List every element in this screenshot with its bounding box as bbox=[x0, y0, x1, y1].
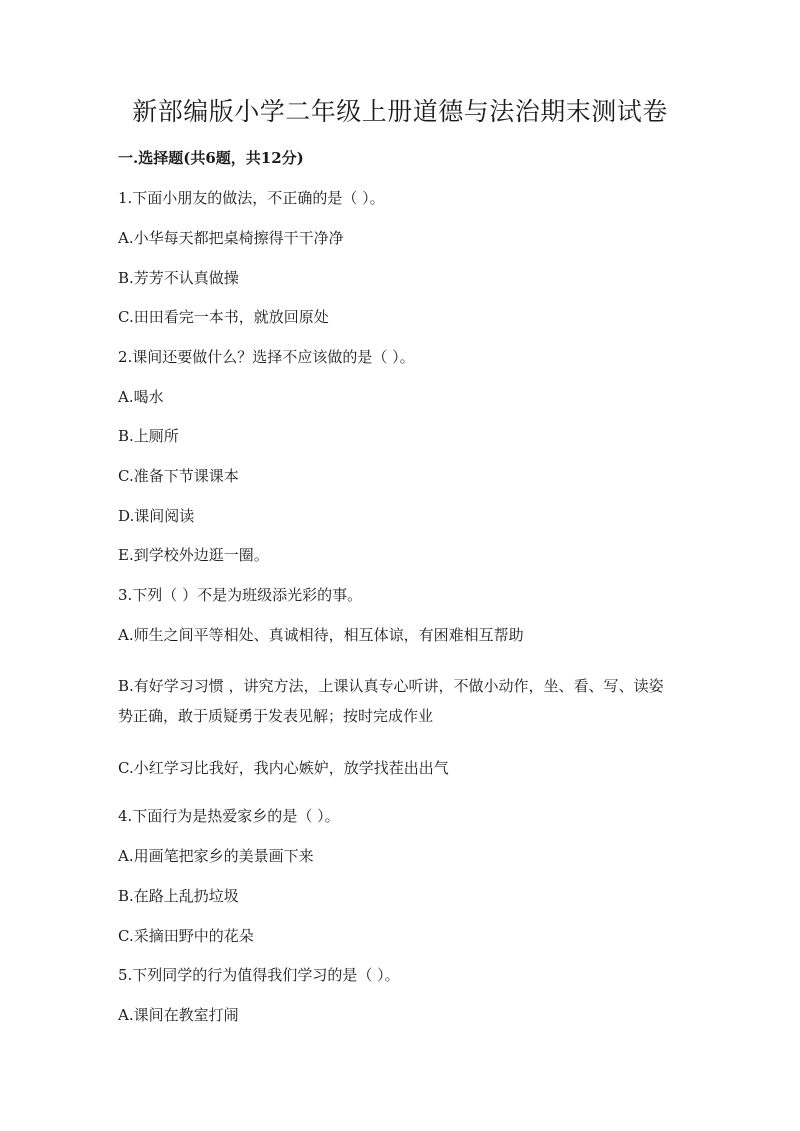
question-2-option-c: C.准备下节课课本 bbox=[118, 467, 239, 485]
question-3-option-a: A.师生之间平等相处、真诚相待，相互体谅，有困难相互帮助 bbox=[118, 626, 524, 644]
question-4-stem: 4.下面行为是热爱家乡的是（ ）。 bbox=[118, 807, 340, 825]
question-3-option-c: C.小红学习比我好，我内心嫉妒，放学找茬出出气 bbox=[118, 759, 449, 777]
question-2-stem: 2.课间还要做什么？选择不应该做的是（ ）。 bbox=[118, 348, 415, 366]
question-2-option-b: B.上厕所 bbox=[118, 427, 179, 445]
question-4-option-c: C.采摘田野中的花朵 bbox=[118, 927, 254, 945]
section-heading: 一.选择题(共6题，共12分) bbox=[118, 149, 304, 167]
question-1-stem: 1.下面小朋友的做法，不正确的是（ ）。 bbox=[118, 189, 385, 207]
question-3-option-b: B.有好学习习惯 ，讲究方法，上课认真专心听讲，不做小动作，坐、看、写、读姿势正确，敢于质疑勇于发表见解；按时完成作业 bbox=[118, 677, 664, 725]
question-2-option-e: E.到学校外边逛一圈。 bbox=[118, 546, 269, 564]
question-1-option-c: C.田田看完一本书，就放回原处 bbox=[118, 308, 329, 326]
question-5-option-a: A.课间在教室打闹 bbox=[118, 1006, 239, 1024]
question-4-option-b: B.在路上乱扔垃圾 bbox=[118, 887, 239, 905]
question-2-option-d: D.课间阅读 bbox=[118, 507, 195, 525]
page-title: 新部编版小学二年级上册道德与法治期末测试卷 bbox=[132, 97, 668, 126]
question-4-option-a: A.用画笔把家乡的美景画下来 bbox=[118, 847, 314, 865]
question-3-stem: 3.下列（ ）不是为班级添光彩的事。 bbox=[118, 586, 363, 604]
question-1-option-b: B.芳芳不认真做操 bbox=[118, 269, 239, 287]
question-5-stem: 5.下列同学的行为值得我们学习的是（ ）。 bbox=[118, 966, 400, 984]
question-2-option-a: A.喝水 bbox=[118, 388, 164, 406]
question-1-option-a: A.小华每天都把桌椅擦得干干净净 bbox=[118, 229, 344, 247]
